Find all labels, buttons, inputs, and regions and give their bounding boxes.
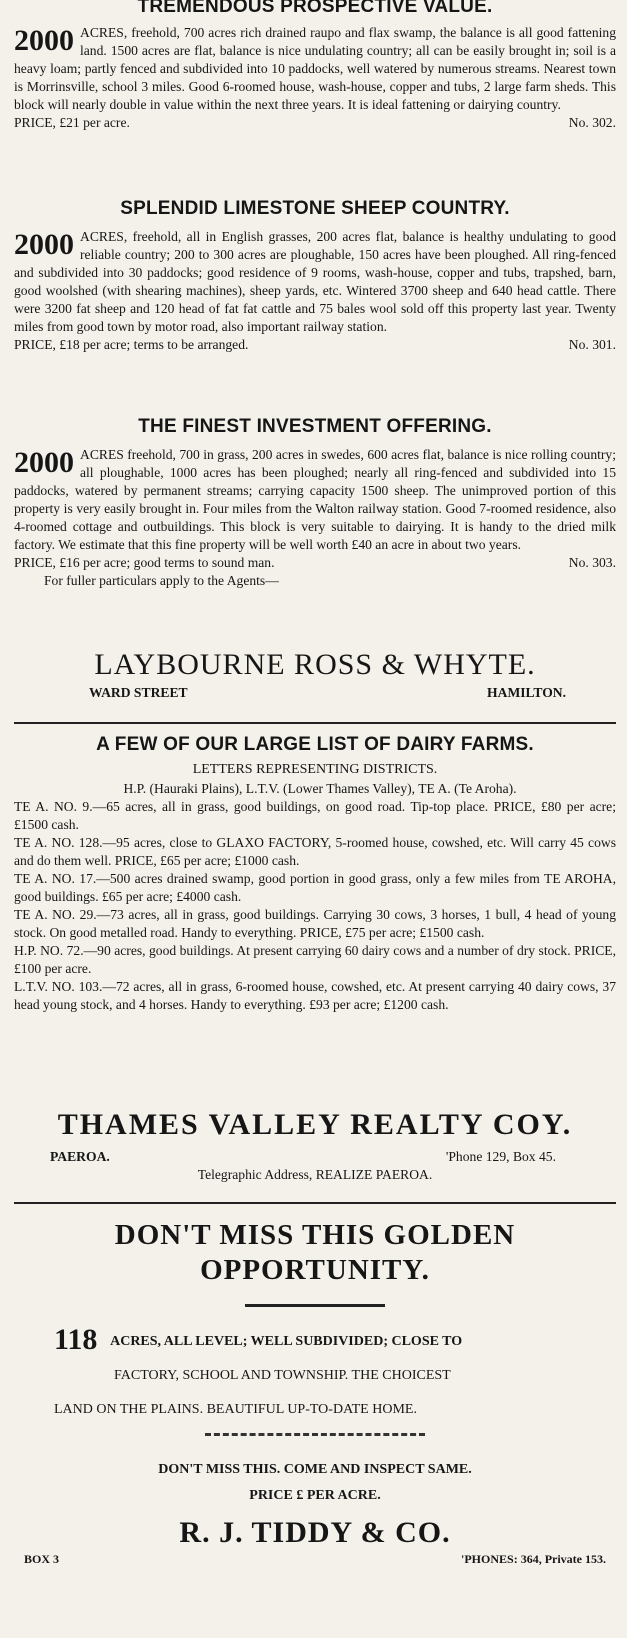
agent-town: HAMILTON. — [487, 685, 566, 700]
golden-line: 118 ACRES, ALL LEVEL; WELL SUBDIVIDED; CLOSE TO — [54, 1323, 463, 1356]
agent-name: R. J. TIDDY & CO. — [179, 1516, 451, 1549]
footer-phone: 'PHONES: 364, Private 153. — [461, 1552, 606, 1566]
ad-body: 2000 ACRES, freehold, all in English grasses, 200 acres flat, balance is healthy undulating to good reliable country; 200 to 300 acres are ploughable, 150 acres have been ploughed. All ring-fenced and subdivided into 30 paddocks; good residence of 9 rooms, wash-house, copper and tubs, trapshed, barn, good woolshed (with shearing machines), sheep yards, etc. Wintered 3700 sheep and 640 head cattle. There were 3200 fat sheep and 120 head of fat fat cattle and 75 bales wool sold off this property last year. Twenty miles from good town by motor road, also important railway station. — [14, 228, 616, 334]
districts-legend: H.P. (Hauraki Plains), L.T.V. (Lower Thames Valley), TE A. (Te Aroha). — [123, 781, 517, 796]
agent-street: WARD STREET — [89, 685, 188, 700]
listing-number: No. 301. — [568, 337, 616, 352]
farm-listing: TE A. NO. 128.—95 acres, close to GLAXO FACTORY, 5-roomed house, cowshed, etc. Will carry 45 cows and do them well. PRICE, £65 per acre; £1000 cash. — [14, 835, 616, 868]
listing-number: No. 303. — [568, 555, 616, 570]
ad-finest-investment — [14, 416, 616, 590]
price-row — [14, 114, 616, 132]
farm-listing: TE A. NO. 29.—73 acres, all in grass, good buildings. Carrying 30 cows, 3 horses, 1 bull, 4 head of young stock. On good metalled road. Handy to everything. PRICE, £75 per acre; £1500 cash. — [14, 907, 616, 940]
ad-limestone-sheep — [14, 198, 616, 354]
ad-title: THE FINEST INVESTMENT OFFERING. — [138, 416, 492, 437]
call-to-action: DON'T MISS THIS. COME AND INSPECT SAME. — [158, 1462, 472, 1477]
price-row — [14, 554, 616, 572]
headline-line-2: OPPORTUNITY. — [200, 1254, 430, 1286]
farm-listing: L.T.V. NO. 103.—72 acres, all in grass, 6-roomed house, cowshed, etc. At present carrying 40 dairy cows, 37 head young stock, and 4 horses. Handy to everything. £93 per acre; £1200 cash. — [14, 979, 616, 1012]
agent-address — [14, 1142, 616, 1166]
price: PRICE, £21 per acre. — [14, 115, 130, 130]
headline-line-1: DON'T MISS THIS GOLDEN — [114, 1219, 516, 1251]
golden-body — [14, 1323, 616, 1427]
agent-name: THAMES VALLEY REALTY COY. — [57, 1108, 573, 1141]
divider — [14, 722, 616, 724]
box-number: BOX 3 — [24, 1552, 60, 1566]
listing-number: No. 302. — [568, 115, 616, 130]
ornament-rule — [245, 1304, 385, 1307]
price: PRICE, £16 per acre; good terms to sound man. — [14, 555, 275, 570]
agent-phone: 'Phone 129, Box 45. — [445, 1149, 556, 1164]
smudge-mark — [205, 1433, 425, 1436]
agent-laybourne — [14, 648, 616, 702]
farm-listing: TE A. NO. 9.—65 acres, all in grass, good buildings, on good road. Tip-top place. PRICE, £80 per acre; £1500 cash. — [14, 799, 616, 832]
agent-town: PAEROA. — [50, 1149, 110, 1164]
footer-row — [14, 1550, 616, 1568]
price-line: PRICE £ PER ACRE. — [249, 1488, 381, 1503]
agent-thames-valley — [14, 1108, 616, 1184]
agent-name: LAYBOURNE ROSS & WHYTE. — [94, 648, 536, 681]
apply-line: For fuller particulars apply to the Agents— — [44, 573, 279, 588]
ad-golden-opportunity — [14, 1218, 616, 1568]
newspaper-page — [14, 0, 616, 1638]
telegraphic-address: Telegraphic Address, REALIZE PAEROA. — [197, 1167, 433, 1182]
districts-subtitle: LETTERS REPRESENTING DISTRICTS. — [192, 762, 438, 777]
ad-title: SPLENDID LIMESTONE SHEEP COUNTRY. — [120, 198, 510, 219]
acreage-number: 2000 — [14, 446, 74, 479]
ad-title: A FEW OF OUR LARGE LIST OF DAIRY FARMS. — [96, 734, 534, 755]
divider — [14, 1202, 616, 1204]
agent-address — [14, 682, 616, 702]
ad-body: 2000 ACRES, freehold, 700 acres rich drained raupo and flax swamp, the balance is all good fattening land. 1500 acres are flat, balance is nice undulating country; all can be easily brought in; soil is a heavy loam; partly fenced and subdivided into 10 paddocks, well watered by numerous streams. Nearest town is Morrinsville, school 3 miles. Good 6-roomed house, wash-house, copper and tubs, 2 large farm sheds. This block will nearly double in value within the next three years. It is ideal fattening or dairying country. — [14, 24, 616, 112]
acreage-number: 2000 — [14, 24, 74, 57]
acreage-number: 118 — [54, 1323, 98, 1356]
farm-listing: H.P. NO. 72.—90 acres, good buildings. At present carrying 60 dairy cows and a number of dry stock. PRICE, £100 per acre. — [14, 943, 616, 976]
golden-line: FACTORY, SCHOOL AND TOWNSHIP. THE CHOICEST — [114, 1368, 451, 1383]
acreage-number: 2000 — [14, 228, 74, 261]
ad-body: 2000 ACRES freehold, 700 in grass, 200 acres in swedes, 600 acres flat, balance is nice rolling country; all ploughable, 1000 acres has been ploughed; nearly all ring-fenced and subdivided into 15 paddocks, watered by permanent streams; carrying capacity 1500 sheep. The unimproved portion of this property is very easily brought in. Four miles from the Walton railway station. Good 7-roomed residence, also 4-roomed cottage and outbuildings. This block is very suitable to dairying. It is handy to the dried milk factory. We estimate that this fine property will be well worth £40 an acre in about two years. — [14, 446, 616, 552]
ad-prospective-value — [14, 0, 616, 132]
ad-title: TREMENDOUS PROSPECTIVE VALUE. — [137, 0, 493, 17]
farm-listing: TE A. NO. 17.—500 acres drained swamp, good portion in good grass, only a few miles from TE AROHA, good buildings. £65 per acre; £4000 cash. — [14, 871, 616, 904]
ad-dairy-farms — [14, 734, 616, 1014]
price-row — [14, 336, 616, 354]
price: PRICE, £18 per acre; terms to be arranged. — [14, 337, 249, 352]
golden-line: LAND ON THE PLAINS. BEAUTIFUL UP-TO-DATE HOME. — [54, 1402, 417, 1417]
